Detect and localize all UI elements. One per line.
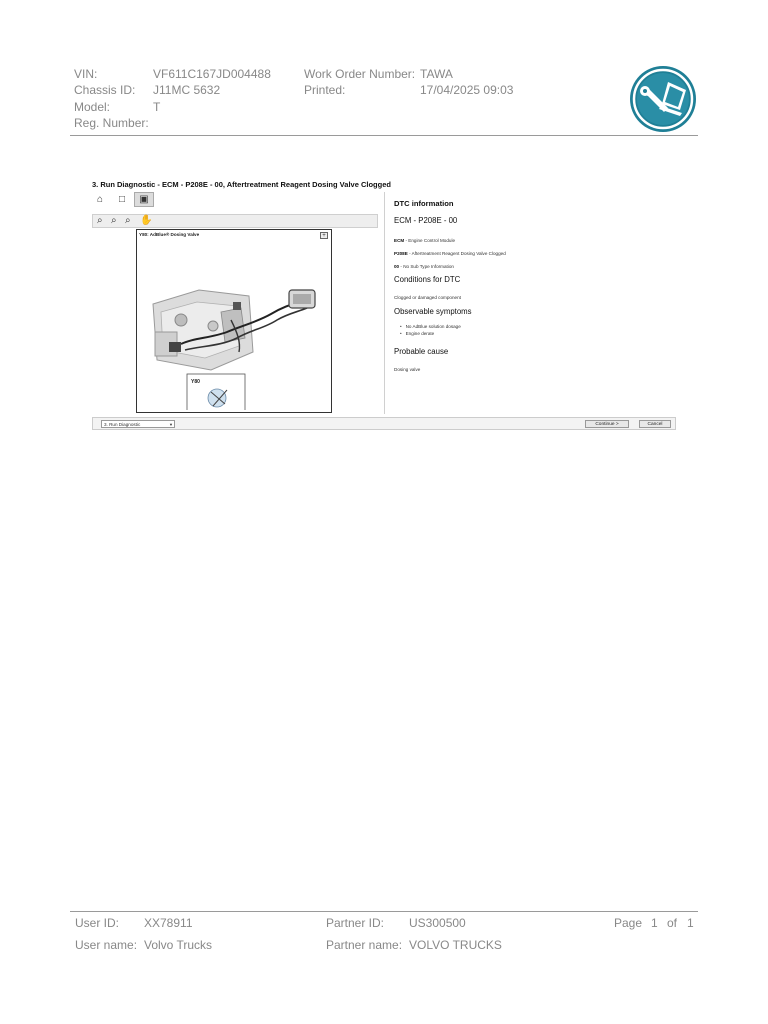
pane-divider[interactable] (384, 192, 385, 414)
vin-label: VIN: (74, 67, 98, 81)
chassis-value: J11MC 5632 (153, 83, 221, 98)
partner-name-label: Partner name: (326, 938, 403, 952)
symptom-item: • No AdBlue solution dosage (400, 324, 461, 329)
conditions-text: Clogged or damaged component (394, 295, 461, 300)
component-image-panel (136, 229, 332, 413)
partner-id-value: US300500 (409, 916, 466, 930)
dtc-line-text: - Engine Control Module (404, 238, 456, 243)
reg-number-label: Reg. Number: (74, 115, 149, 130)
continue-button[interactable]: Continue > (585, 420, 629, 428)
tech-tool-logo-icon (628, 64, 698, 134)
page-of-label: of (667, 916, 678, 930)
zoom-out-icon[interactable]: ⌕ (125, 215, 131, 226)
header-row-chassis (74, 82, 513, 98)
page-label: Page (614, 916, 643, 930)
dtc-line-text: - Aftertreatment Reagent Dosing Valve Clogged (407, 251, 506, 256)
work-order-value: TAWA (420, 67, 453, 81)
expand-button[interactable]: + (320, 232, 328, 239)
report-header (74, 66, 513, 131)
user-name-value: Volvo Trucks (144, 938, 213, 952)
chassis-label: Chassis ID: (74, 83, 136, 98)
partner-id-label: Partner ID: (326, 916, 385, 930)
dtc-code: ECM - P208E - 00 (394, 216, 458, 225)
dtc-line-key: ECM (394, 238, 405, 243)
dtc-line-p208e (394, 251, 506, 256)
pan-hand-icon[interactable]: ✋ (140, 215, 153, 226)
zoom-toolbar (92, 214, 378, 228)
work-order-label: Work Order Number: (304, 67, 416, 81)
printed-value: 17/04/2025 09:03 (420, 83, 514, 98)
step-navigation-bar (92, 417, 676, 430)
comment-icon[interactable]: □ (118, 194, 126, 205)
engine-illustration (141, 242, 327, 410)
probable-cause-text: Dosing valve (394, 367, 421, 372)
user-id-label: User ID: (75, 916, 120, 930)
dtc-line-key: 00 (394, 264, 400, 269)
step-select[interactable] (101, 420, 175, 428)
step-select-value: 3. Run Diagnostic (104, 422, 141, 427)
model-label: Model: (74, 99, 111, 114)
cancel-button[interactable]: Cancel (639, 420, 671, 428)
header-row-model (74, 99, 513, 115)
dtc-line-key: P208E (394, 251, 408, 256)
printed-label: Printed: (304, 83, 346, 98)
page-number: 1 (651, 916, 658, 930)
footer-divider (70, 911, 698, 912)
clipboard-icon[interactable]: ▣ (134, 192, 154, 207)
chevron-down-icon: ▼ (169, 422, 173, 427)
probable-cause-heading: Probable cause (394, 347, 449, 356)
dtc-line-00 (394, 264, 454, 269)
model-value: T (153, 99, 161, 114)
symptom-item: • Engine derate (400, 331, 434, 336)
zoom-in-icon[interactable]: ⌕ (111, 215, 117, 226)
symptoms-heading: Observable symptoms (394, 307, 472, 316)
zoom-fit-icon[interactable]: ⌕ (97, 215, 103, 226)
user-id-value: XX78911 (144, 916, 193, 930)
user-name-label: User name: (75, 938, 138, 952)
partner-name-value: VOLVO TRUCKS (409, 938, 502, 952)
panel-title: Y80: AdBlue® Dosing Valve (139, 232, 200, 237)
header-row-vin (74, 66, 513, 82)
conditions-heading: Conditions for DTC (394, 275, 461, 284)
diagnostic-screenshot (88, 174, 682, 434)
dtc-info-heading: DTC information (394, 199, 454, 208)
vin-value: VF611C167JD004488 (153, 67, 271, 81)
page-total: 1 (687, 916, 694, 930)
home-icon[interactable]: ⌂ (96, 194, 104, 205)
screenshot-title: 3. Run Diagnostic - ECM - P208E - 00, Aftertreatment Reagent Dosing Valve Clogged (92, 180, 391, 189)
header-divider (70, 135, 698, 136)
header-row-reg (74, 115, 513, 131)
dtc-line-ecm (394, 238, 455, 243)
dtc-line-text: - No Sub Type Information (399, 264, 454, 269)
component-label: Y80 (191, 379, 200, 385)
